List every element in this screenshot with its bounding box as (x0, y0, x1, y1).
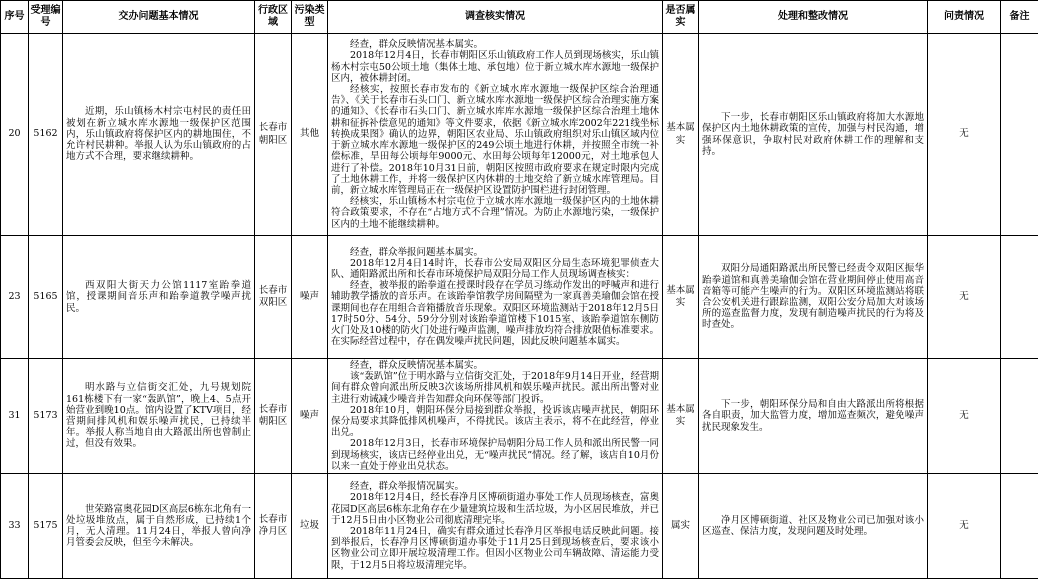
seq-cell: 31 (1, 359, 29, 474)
handling-text: 双阳分局通阳路派出所民警已经责令双阳区振华跆拳道馆和真善美瑜伽会馆在营业期间停止使用高音音箱等可能产生噪声的行为。双阳区环境监测站将联合公安机关进行跟踪监测，双阳公安分局加大对该场所的巡查监督力度，发现有制造噪声扰民的行为将及时查处。 (702, 263, 924, 330)
header-pollution-type: 污染类型 (292, 1, 328, 34)
investigation-cell (328, 236, 663, 359)
problem-text: 西双阳大街天力公馆1117室跆拳道馆，授课期间音乐声和跆拳道教学噪声扰民。 (66, 280, 251, 314)
accountability-cell: 无 (928, 34, 1001, 236)
handling-cell (699, 474, 928, 579)
region-cell: 长春市双阳区 (255, 236, 292, 359)
investigation-text: 经查，群众举报情况属实。 2018年12月4日，经长春净月区博硕街道办事处工作人员现场核查，富奥花园D区高层6栋东北角存在少量建筑垃圾和生活垃圾，为小区居民堆放，并已于12月5日由小区物业公司彻底清理完毕。 2018年11月24日，确实有群众通过长春净月区举报电话反映此问题。接到举报后，长春净月区博硕街道办事处于11月25日到现场核查后，要求该小区物业公司立即开展垃圾清理工作。但因小区物业公司车辆故障、清运能力受限，于12月5日将垃圾清理完毕。 (331, 481, 659, 571)
case-no-cell: 5162 (29, 34, 63, 236)
header-seq: 序号 (1, 1, 29, 34)
accountability-cell: 无 (928, 236, 1001, 359)
handling-cell (699, 236, 928, 359)
header-investigation: 调查核实情况 (328, 1, 663, 34)
table-row (1, 236, 1038, 359)
seq-cell: 33 (1, 474, 29, 579)
case-no-cell: 5165 (29, 236, 63, 359)
region-cell: 长春市净月区 (255, 474, 292, 579)
investigation-text: 经查，群众反映情况基本属实。 该“轰趴馆”位于明水路与立信街交汇处，于2018年9月14日开业，经营期间有群众曾向派出所反映3次该场所排风机和娱乐噪声扰民。派出所出警对业主进行劝诫减少噪音并告知群众向环保等部门投诉。 2018年10月，朝阳环保分局接到群众举报，投诉该店噪声扰民，朝阳环保分局要求其降低排风机噪声，不得扰民。该店主表示，将不在此经营，停业出兑。 2018年12月3日，长春市环境保护局朝阳分局工作人员和派出所民警一同到现场核实，该店已经停业出兑，无“噪声扰民”情况。经了解，该店自10月份以来一直处于停业出兑状态。 (331, 360, 659, 472)
header-problem: 交办问题基本情况 (63, 1, 255, 34)
handling-cell (699, 34, 928, 236)
table-row (1, 359, 1038, 474)
handling-text: 净月区博硕街道、社区及物业公司已加强对该小区巡查、保洁力度，发现问题及时处理。 (702, 515, 924, 537)
remark-cell (1001, 474, 1038, 579)
seq-cell: 20 (1, 34, 29, 236)
problem-text: 世荣路富奥花园D区高层6栋东北角有一处垃圾堆放点，属于自然形成，已持续1个月，无人清理。11月24日，举报人曾向净月管委会反映，但至今未解决。 (66, 504, 251, 549)
verdict-cell: 属实 (663, 474, 699, 579)
remark-cell (1001, 34, 1038, 236)
verdict-cell: 基本属实 (663, 359, 699, 474)
investigation-cell (328, 34, 663, 236)
region-cell: 长春市朝阳区 (255, 359, 292, 474)
investigation-text: 经查，群众反映情况基本属实。 2018年12月4日，长春市朝阳区乐山镇政府工作人员到现场核实，乐山镇杨木村宗屯50公顷土地（集体土地、承包地）位于新立城水库水源地一级保护区内，被休耕封闭。 经核实，按照长春市发布的《新立城水库水源地一级保护区综合治理通告》、《关于长春市石头口门、新立城水库水源地一级保护区综合治理实施方案的通知》、《长春市石头口门、新立城水库库水源地一级保护区综合治理土地休耕和征拆补偿意见的通知》等文件要求，依据《新立城水库2002年221线坐标转换成果图》确认的边界，朝阳区农业局、乐山镇政府组织对乐山镇区域内位于新立城水库水源地一级保护区的249公顷土地进行休耕，并按照全市统一补偿标准，旱田每公顷每年9000元、水田每公顷每年12000元，对土地承包人进行了补偿。2018年10月31日前，朝阳区按照市政府要求在规定时限内完成了土地休耕工作，并将一级保护区内休耕的土地交给了新立城水库管理局。目前，新立城水库管理局正在一级保护区设置防护围栏进行封闭管理。 经核实，乐山镇杨木村宗屯位于立城水库水源地一级保护区内的土地休耕符合政策要求，不存在“占地方式不合理”情况。为防止水源地污染，一级保护区内的土地不能继续耕种。 (331, 39, 659, 229)
pollution-type-cell: 噪声 (292, 359, 328, 474)
remark-cell (1001, 359, 1038, 474)
handling-cell (699, 359, 928, 474)
accountability-cell: 无 (928, 474, 1001, 579)
problem-cell (63, 34, 255, 236)
pollution-type-cell: 垃圾 (292, 474, 328, 579)
header-handling: 处理和整改情况 (699, 1, 928, 34)
accountability-cell: 无 (928, 359, 1001, 474)
problem-text: 近期，乐山镇杨木村宗屯村民的责任田被划在新立城水库水源地一级保护区范围内，乐山镇政府将保护区内的耕地围住，不允许村民耕种。举报人认为乐山镇政府的占地方式不合理，要求继续耕种。 (66, 106, 251, 162)
investigation-text: 经查，群众举报问题基本属实。 2018年12月4日14时许，长春市公安局双阳区分局生态环境犯罪侦查大队、通阳路派出所和长春市环境保护局双阳分局工作人员现场调查核实： 经查，被举报的跆拳道在授课时段存在学员习练动作发出的呼喊声和进行辅助教学播放的音乐声。在该跆拳馆教学房间隔壁为一家真善美瑜伽会馆在授课期间也存在用组合音箱播放音乐现象。双阳区环境监测站于2018年12月5日17时50分、54分、59分分别对该跆拳道馆楼下1015室、该跆拳道馆东侧防火门处及10楼的防火门处进行噪声监测，噪声排放均符合排放限值标准要求。在实际经营过程中，存在偶发噪声扰民问题，因此反映问题基本属实。 (331, 247, 659, 348)
problem-text: 明水路与立信街交汇处，九号规划院161栋楼下有一家“轰趴馆”，晚上4、5点开始营业到晚10点。馆内设置了KTV项目，经营期间排风机和娱乐噪声扰民，已持续半年。举报人称当地自由大路派出所也曾制止过，但没有效果。 (66, 382, 251, 449)
handling-text: 下一步，长春市朝阳区乐山镇政府将加大水源地保护区内土地休耕政策的宣传，加强与村民沟通，增强环保意识，争取村民对政府休耕工作的理解和支持。 (702, 112, 924, 157)
verdict-cell: 基本属实 (663, 236, 699, 359)
seq-cell: 23 (1, 236, 29, 359)
header-verdict: 是否属实 (663, 1, 699, 34)
table-row (1, 474, 1038, 579)
header-row (1, 1, 1038, 34)
table-row (1, 34, 1038, 236)
verdict-cell: 基本属实 (663, 34, 699, 236)
header-region: 行政区域 (255, 1, 292, 34)
pollution-type-cell: 噪声 (292, 236, 328, 359)
problem-cell (63, 474, 255, 579)
investigation-cell (328, 359, 663, 474)
header-remark: 备注 (1001, 1, 1038, 34)
problem-cell (63, 359, 255, 474)
case-no-cell: 5173 (29, 359, 63, 474)
case-no-cell: 5175 (29, 474, 63, 579)
remark-cell (1001, 236, 1038, 359)
investigation-cell (328, 474, 663, 579)
pollution-type-cell: 其他 (292, 34, 328, 236)
region-cell: 长春市朝阳区 (255, 34, 292, 236)
problem-cell (63, 236, 255, 359)
header-accountability: 问责情况 (928, 1, 1001, 34)
handling-text: 下一步，朝阳环保分局和自由大路派出所将根据各自职责，加大监管力度，增加巡查频次，避免噪声扰民现象发生。 (702, 399, 924, 433)
header-case-no: 受理编号 (29, 1, 63, 34)
